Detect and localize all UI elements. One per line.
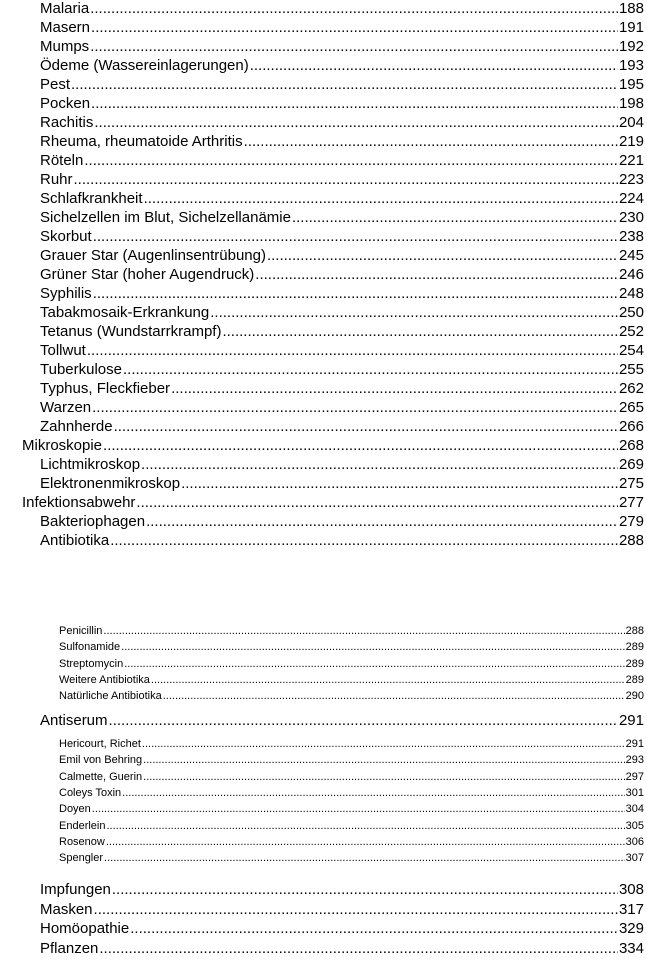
toc-dot-leader — [103, 436, 618, 455]
toc-entry-title: Masken — [40, 900, 93, 918]
toc-dot-leader — [267, 246, 618, 265]
toc-entry-page-number: 252 — [618, 323, 644, 340]
toc-dot-leader — [255, 265, 618, 284]
toc-entry[interactable] — [59, 689, 644, 703]
toc-entry-page-number: 308 — [618, 881, 644, 898]
toc-entry[interactable] — [40, 322, 644, 341]
toc-dot-leader — [71, 75, 618, 94]
toc-entry-page-number: 275 — [618, 475, 644, 492]
toc-entry[interactable] — [40, 94, 644, 113]
toc-entry-page-number: 191 — [618, 19, 644, 36]
toc-dot-leader — [141, 455, 618, 474]
toc-dot-leader — [110, 531, 618, 550]
toc-entry-page-number: 193 — [618, 57, 644, 74]
toc-entry[interactable] — [40, 151, 644, 170]
toc-entry[interactable] — [59, 835, 644, 849]
toc-dot-leader — [151, 673, 625, 687]
toc-dot-leader — [104, 851, 625, 865]
toc-dot-leader — [112, 880, 618, 899]
toc-entry-title: Pocken — [40, 95, 91, 112]
toc-entry-page-number: 288 — [625, 625, 644, 637]
toc-entry-title: Coleys Toxin — [59, 786, 122, 799]
toc-entry-title: Pest — [40, 76, 71, 93]
toc-dot-leader — [136, 493, 618, 512]
toc-entry-title: Antibiotika — [40, 532, 110, 549]
toc-entry-title: Grauer Star (Augenlinsentrübung) — [40, 247, 266, 264]
toc-entry-page-number: 262 — [618, 380, 644, 397]
toc-entry-page-number: 291 — [618, 712, 644, 729]
toc-entry[interactable] — [40, 113, 644, 132]
toc-entry-title: Sichelzellen im Blut, Sichelzellanämie — [40, 209, 291, 226]
toc-entry[interactable] — [40, 265, 644, 284]
toc-entry-page-number: 305 — [625, 819, 644, 832]
toc-entry-title: Mikroskopie — [22, 437, 103, 454]
toc-entry-title: Tuberkulose — [40, 361, 122, 378]
toc-entry-title: Syphilis — [40, 285, 92, 302]
toc-entry-title: Pflanzen — [40, 939, 99, 957]
toc-entry-page-number: 289 — [625, 673, 644, 686]
toc-dot-leader — [93, 227, 618, 246]
toc-dot-leader — [181, 474, 618, 493]
toc-dot-leader — [144, 189, 618, 208]
toc-entry-page-number: 297 — [625, 770, 644, 783]
toc-entry-title: Emil von Behring — [59, 754, 143, 767]
toc-entry-title: Tetanus (Wundstarrkrampf) — [40, 323, 222, 340]
toc-dot-leader — [292, 208, 618, 227]
toc-entry-page-number: 277 — [618, 494, 644, 511]
toc-dot-leader — [250, 56, 618, 75]
toc-entry-title: Calmette, Guerin — [59, 770, 143, 783]
toc-dot-leader — [123, 360, 618, 379]
toc-dot-leader — [106, 819, 624, 833]
toc-entry[interactable] — [22, 436, 644, 455]
toc-entry-page-number: 198 — [618, 95, 644, 112]
toc-entry-page-number: 238 — [618, 228, 644, 245]
toc-entry[interactable] — [59, 673, 644, 687]
toc-entry-title: Spengler — [59, 852, 104, 865]
toc-entry-title: Natürliche Antibiotika — [59, 690, 162, 703]
toc-entry-title: Schlafkrankheit — [40, 190, 143, 207]
toc-entry[interactable] — [59, 753, 644, 767]
toc-entry[interactable] — [40, 75, 644, 94]
toc-dot-leader — [114, 417, 618, 436]
toc-entry-title: Homöopathie — [40, 920, 130, 937]
toc-entry-page-number: 304 — [625, 803, 644, 816]
toc-entry[interactable] — [40, 37, 644, 56]
toc-entry-page-number: 204 — [618, 114, 644, 131]
toc-entry-page-number: 289 — [625, 657, 644, 670]
toc-entry-title: Antiserum — [40, 712, 108, 729]
toc-entry-title: Impfungen — [40, 881, 111, 898]
toc-dot-leader — [94, 113, 618, 132]
toc-entry-title: Zahnherde — [40, 418, 113, 435]
toc-entry[interactable] — [59, 851, 644, 865]
toc-entry-page-number: 195 — [618, 76, 644, 93]
toc-entry-page-number: 317 — [618, 900, 644, 918]
toc-dot-leader — [244, 132, 618, 151]
toc-dot-leader — [103, 624, 624, 638]
toc-dot-leader — [121, 640, 624, 654]
toc-dot-leader — [222, 322, 618, 341]
toc-entry[interactable] — [59, 624, 644, 638]
toc-entry-title: Weitere Antibiotika — [59, 673, 150, 686]
toc-entry[interactable] — [40, 880, 644, 899]
toc-entry-page-number: 269 — [618, 456, 644, 473]
toc-entry-page-number: 268 — [618, 437, 644, 454]
toc-entry[interactable] — [40, 379, 644, 398]
toc-entry-title: Infektionsabwehr — [22, 494, 136, 511]
toc-entry[interactable] — [40, 474, 644, 493]
toc-entry-page-number: 291 — [625, 738, 644, 750]
toc-dot-leader — [142, 737, 625, 751]
toc-dot-leader — [106, 835, 625, 849]
toc-entry[interactable] — [40, 56, 644, 75]
toc-entry[interactable] — [59, 819, 644, 833]
toc-entry-title: Rosenow — [59, 835, 105, 848]
toc-entry[interactable] — [40, 417, 644, 436]
toc-entry[interactable] — [40, 900, 644, 919]
toc-dot-leader — [163, 689, 625, 703]
toc-entry-title: Rheuma, rheumatoide Arthritis — [40, 133, 243, 150]
toc-dot-leader — [87, 341, 618, 360]
toc-entry-title: Skorbut — [40, 228, 92, 245]
toc-entry-title: Ruhr — [40, 171, 73, 188]
toc-entry[interactable] — [40, 919, 644, 938]
toc-dot-leader — [90, 0, 618, 18]
toc-entry-page-number: 246 — [618, 266, 644, 283]
toc-dot-leader — [109, 711, 618, 730]
toc-dot-leader — [90, 37, 618, 56]
toc-entry-title: Hericourt, Richet — [59, 738, 141, 750]
toc-entry[interactable] — [40, 939, 644, 958]
toc-entry-page-number: 223 — [618, 171, 644, 188]
toc-entry-page-number: 289 — [625, 641, 644, 654]
toc-dot-leader — [92, 802, 625, 816]
toc-entry[interactable] — [59, 737, 644, 751]
toc-entry-page-number: 250 — [618, 304, 644, 321]
toc-entry-title: Streptomycin — [59, 657, 124, 670]
toc-dot-leader — [130, 919, 618, 938]
toc-dot-leader — [94, 900, 618, 919]
toc-dot-leader — [84, 151, 618, 170]
toc-dot-leader — [91, 94, 618, 113]
toc-dot-leader — [124, 657, 624, 671]
toc-entry-page-number: 255 — [618, 361, 644, 378]
toc-entry-page-number: 290 — [625, 690, 644, 703]
toc-entry-page-number: 265 — [618, 399, 644, 416]
toc-entry-page-number: 306 — [625, 835, 644, 848]
toc-entry-page-number: 266 — [618, 418, 644, 435]
toc-entry[interactable] — [40, 208, 644, 227]
toc-dot-leader — [143, 770, 624, 784]
toc-entry[interactable] — [40, 512, 644, 531]
toc-entry[interactable] — [59, 640, 644, 654]
toc-entry[interactable] — [40, 0, 644, 18]
toc-entry-page-number: 307 — [625, 852, 644, 865]
toc-entry-page-number: 334 — [618, 939, 644, 957]
toc-dot-leader — [99, 939, 618, 958]
toc-entry-title: Tabakmosaik-Erkrankung — [40, 304, 210, 321]
toc-entry[interactable] — [40, 360, 644, 379]
toc-entry-title: Grüner Star (hoher Augendruck) — [40, 266, 255, 283]
toc-entry-page-number: 301 — [625, 786, 644, 799]
toc-dot-leader — [143, 753, 624, 767]
toc-entry[interactable] — [40, 227, 644, 246]
toc-entry[interactable] — [59, 802, 644, 816]
toc-entry-title: Tollwut — [40, 342, 86, 359]
toc-entry-title: Bakteriophagen — [40, 513, 146, 530]
toc-dot-leader — [122, 786, 624, 800]
toc-entry[interactable] — [40, 455, 644, 474]
toc-entry[interactable] — [59, 657, 644, 671]
toc-entry-title: Ödeme (Wassereinlagerungen) — [40, 57, 249, 74]
toc-entry-page-number: 293 — [625, 754, 644, 767]
toc-entry-page-number: 192 — [618, 38, 644, 55]
toc-entry-title: Doyen — [59, 803, 91, 816]
toc-entry[interactable] — [59, 786, 644, 800]
toc-entry[interactable] — [40, 711, 644, 730]
toc-entry-title: Warzen — [40, 399, 92, 416]
toc-entry[interactable] — [40, 341, 644, 360]
toc-entry-title: Mumps — [40, 38, 90, 55]
toc-entry-title: Malaria — [40, 0, 90, 17]
toc-entry-title: Röteln — [40, 152, 84, 169]
toc-entry-page-number: 219 — [618, 133, 644, 150]
toc-dot-leader — [93, 284, 618, 303]
toc-entry[interactable] — [40, 132, 644, 151]
toc-entry[interactable] — [59, 770, 644, 784]
toc-entry-title: Enderlein — [59, 819, 106, 832]
toc-entry-title: Sulfonamide — [59, 641, 121, 654]
toc-dot-leader — [171, 379, 618, 398]
toc-entry-title: Lichtmikroskop — [40, 456, 141, 473]
toc-entry-page-number: 279 — [618, 513, 644, 530]
toc-dot-leader — [146, 512, 618, 531]
toc-entry[interactable] — [40, 170, 644, 189]
toc-entry-page-number: 254 — [618, 342, 644, 359]
toc-entry[interactable] — [40, 189, 644, 208]
toc-entry[interactable] — [40, 18, 644, 37]
toc-entry-page-number: 224 — [618, 190, 644, 207]
toc-entry[interactable] — [40, 284, 644, 303]
toc-dot-leader — [74, 170, 618, 189]
toc-entry-title: Penicillin — [59, 625, 103, 637]
toc-entry-title: Rachitis — [40, 114, 94, 131]
toc-entry-title: Masern — [40, 19, 91, 36]
toc-dot-leader — [210, 303, 618, 322]
toc-entry-title: Elektronenmikroskop — [40, 475, 181, 492]
toc-entry[interactable] — [40, 246, 644, 265]
toc-entry[interactable] — [40, 531, 644, 550]
toc-dot-leader — [91, 18, 618, 37]
toc-entry-page-number: 230 — [618, 209, 644, 226]
toc-entry[interactable] — [40, 398, 644, 417]
toc-entry[interactable] — [40, 303, 644, 322]
toc-entry-page-number: 288 — [618, 532, 644, 549]
toc-entry-page-number: 329 — [618, 920, 644, 937]
toc-dot-leader — [92, 398, 618, 417]
toc-entry-page-number: 221 — [618, 152, 644, 169]
toc-entry-title: Typhus, Fleckfieber — [40, 380, 171, 397]
toc-entry-page-number: 188 — [618, 0, 644, 17]
toc-entry-page-number: 248 — [618, 285, 644, 302]
toc-entry-page-number: 245 — [618, 247, 644, 264]
toc-entry[interactable] — [22, 493, 644, 512]
